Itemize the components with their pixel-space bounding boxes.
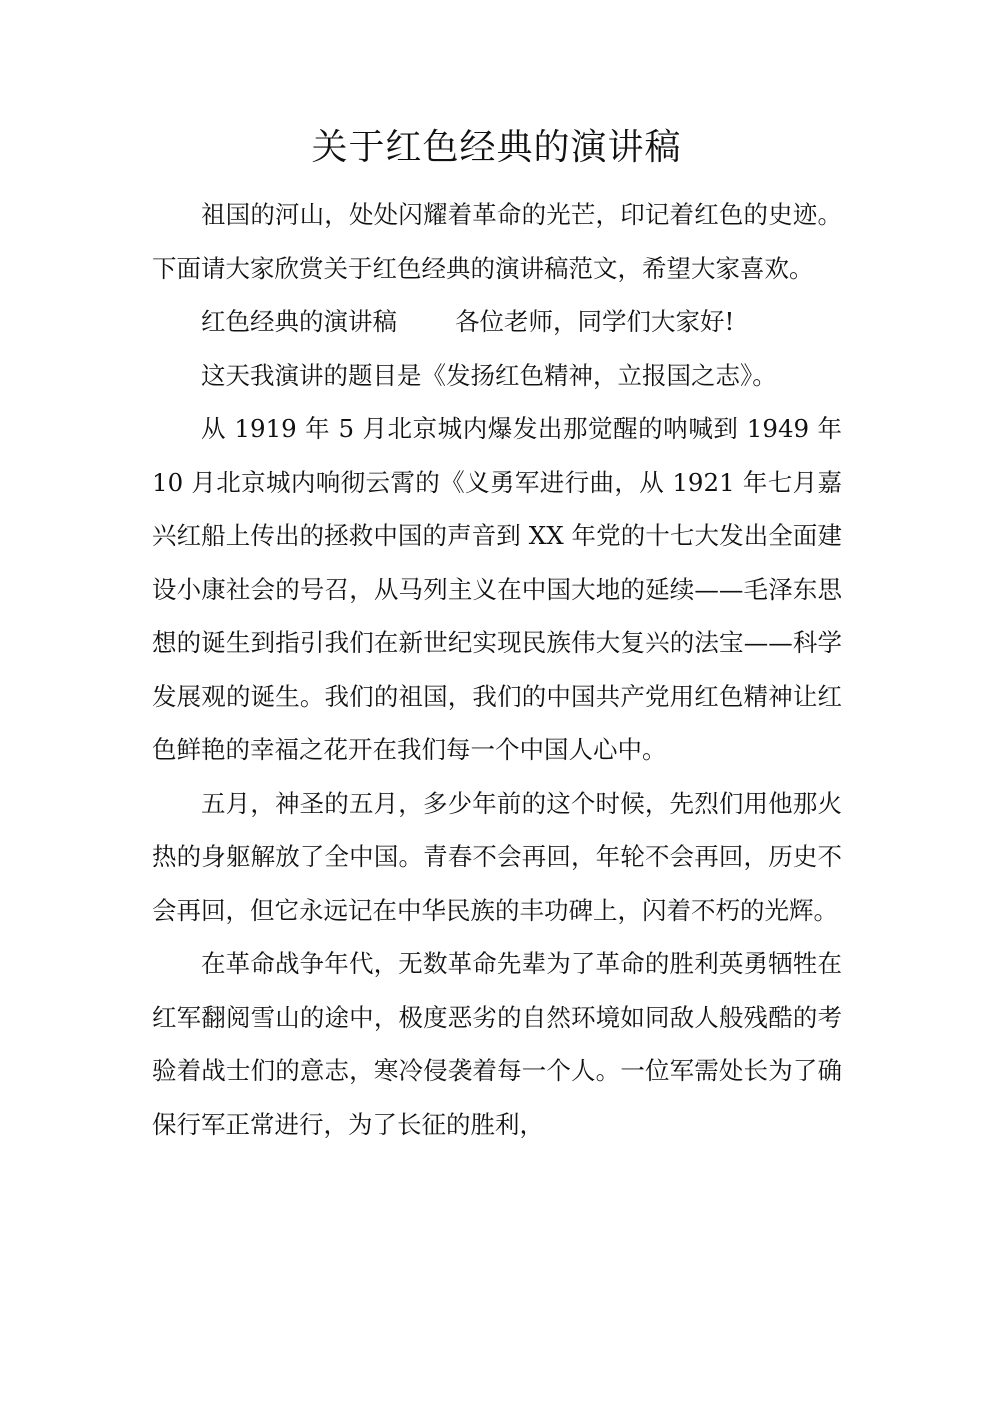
paragraph-intro: 祖国的河山，处处闪耀着革命的光芒，印记着红色的史迹。下面请大家欣赏关于红色经典的演讲稿范文，希望大家喜欢。 (152, 200, 842, 283)
speech-heading: 红色经典的演讲稿 (201, 307, 397, 336)
paragraph-topic: 这天我演讲的题目是《发扬红色精神，立报国之志》。 (201, 360, 777, 390)
paragraph-heading-greeting (152, 295, 842, 349)
paragraph-history: 从 1919 年 5 月北京城内爆发出那觉醒的呐喊到 1949 年 10 月北京城内响彻云霄的《义勇军进行曲，从 1921 年七月嘉兴红船上传出的拯救中国的声音到 XX 年党的十七大发出全面建设小康社会的号召，从马列主义在中国大地的延续——毛泽东思想的诞生到指引我们在新世纪实现民族伟大复兴的法宝——科学发展观的诞生。我们的祖国，我们的中国共产党用红色精神让红色鲜艳的幸福之花开在我们每一个中国人心中。 (152, 414, 842, 764)
document-title: 关于红色经典的演讲稿 (311, 127, 682, 168)
document-body (152, 188, 842, 1151)
paragraph-revolution: 在革命战争年代，无数革命先辈为了革命的胜利英勇牺牲在红军翻阅雪山的途中，极度恶劣的自然环境如同敌人般残酷的考验着战士们的意志，寒冷侵袭着每一个人。一位军需处长为了确保行军正常进行，为了长征的胜利， (152, 949, 842, 1139)
greeting: 各位老师，同学们大家好! (455, 307, 735, 336)
paragraph-may: 五月，神圣的五月，多少年前的这个时候，先烈们用他那火热的身躯解放了全中国。青春不会再回，年轮不会再回，历史不会再回，但它永远记在中华民族的丰功碑上，闪着不朽的光辉。 (152, 788, 842, 925)
